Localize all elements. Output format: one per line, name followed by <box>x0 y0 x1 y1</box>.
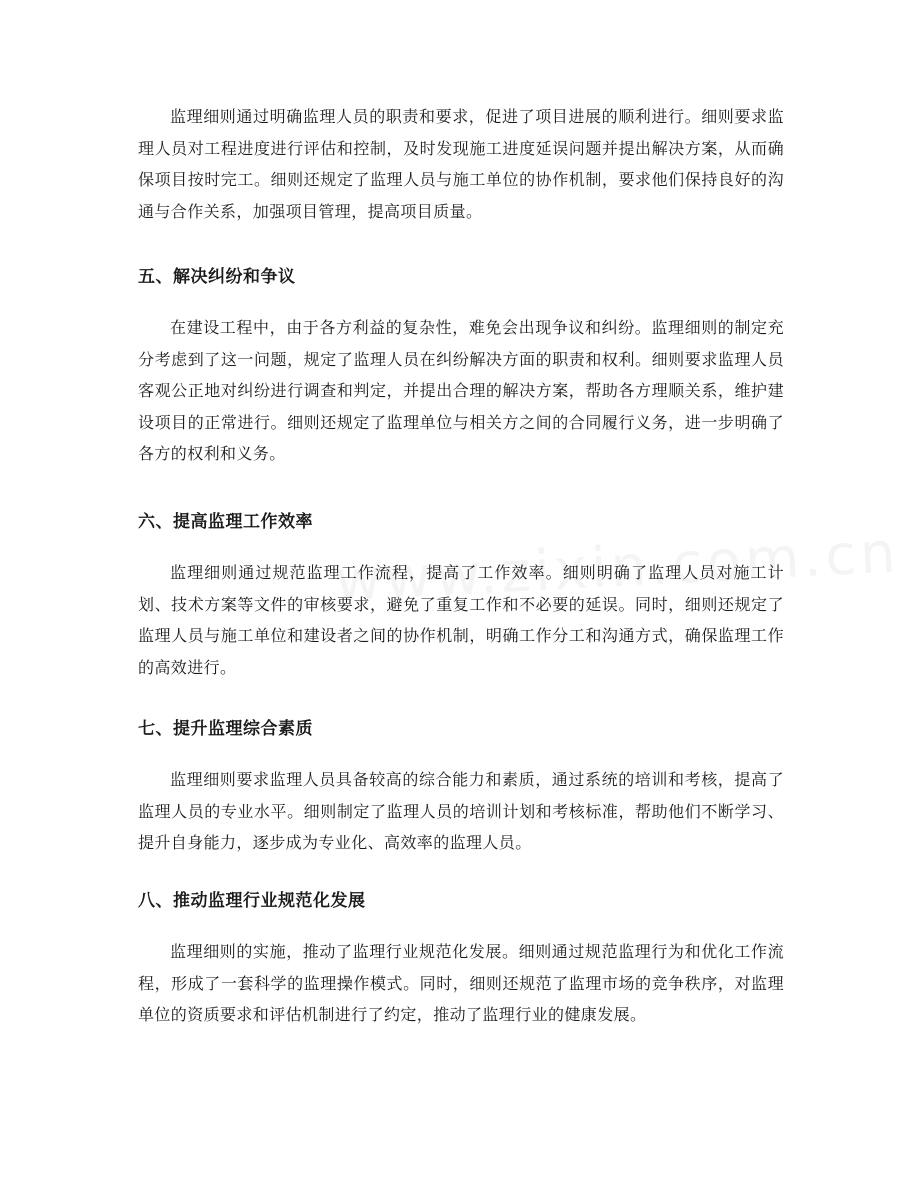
section-paragraph: 在建设工程中，由于各方利益的复杂性，难免会出现争议和纠纷。监理细则的制定充分考虑到了这一问题，规定了监理人员在纠纷解决方面的职责和权利。细则要求监理人员客观公正地对纠纷进行调查和判定，并提出合理的解决方案，帮助各方理顺关系，维护建设项目的正常进行。细则还规定了监理单位与相关方之间的合同履行义务，进一步明确了各方的权利和义务。 <box>138 318 784 463</box>
section-5 <box>138 265 784 289</box>
section-paragraph: 监理细则通过规范监理工作流程，提高了工作效率。细则明确了监理人员对施工计划、技术方案等文件的审核要求，避免了重复工作和不必要的延误。同时，细则还规定了监理人员与施工单位和建设者之间的协作机制，明确工作分工和沟通方式，确保监理工作的高效进行。 <box>138 563 784 677</box>
section-paragraph: 监理细则的实施，推动了监理行业规范化发展。细则通过规范监理行为和优化工作流程，形成了一套科学的监理操作模式。同时，细则还规范了监理市场的竞争秩序，对监理单位的资质要求和评估机制进行了约定，推动了监理行业的健康发展。 <box>138 942 784 1024</box>
section-7 <box>138 717 784 741</box>
section-heading: 六、提高监理工作效率 <box>138 512 313 532</box>
section-paragraph: 监理细则要求监理人员具备较高的综合能力和素质，通过系统的培训和考核，提高了监理人员的专业水平。细则制定了监理人员的培训计划和考核标准，帮助他们不断学习、提升自身能力，逐步成为专业化、高效率的监理人员。 <box>138 770 784 852</box>
section-6 <box>138 510 784 534</box>
section-8-body <box>138 936 784 1031</box>
intro-paragraph-block <box>138 101 784 227</box>
section-heading: 五、解决纠纷和争议 <box>138 267 296 287</box>
section-8 <box>138 889 784 913</box>
section-6-body <box>138 557 784 683</box>
intro-paragraph: 监理细则通过明确监理人员的职责和要求，促进了项目进展的顺利进行。细则要求监理人员对工程进度进行评估和控制，及时发现施工进度延误问题并提出解决方案，从而确保项目按时完工。细则还规定了监理人员与施工单位的协作机制，要求他们保持良好的沟通与合作关系，加强项目管理，提高项目质量。 <box>138 107 784 221</box>
section-heading: 七、提升监理综合素质 <box>138 719 313 739</box>
section-5-body <box>138 312 784 470</box>
section-7-body <box>138 764 784 859</box>
section-heading: 八、推动监理行业规范化发展 <box>138 891 366 911</box>
